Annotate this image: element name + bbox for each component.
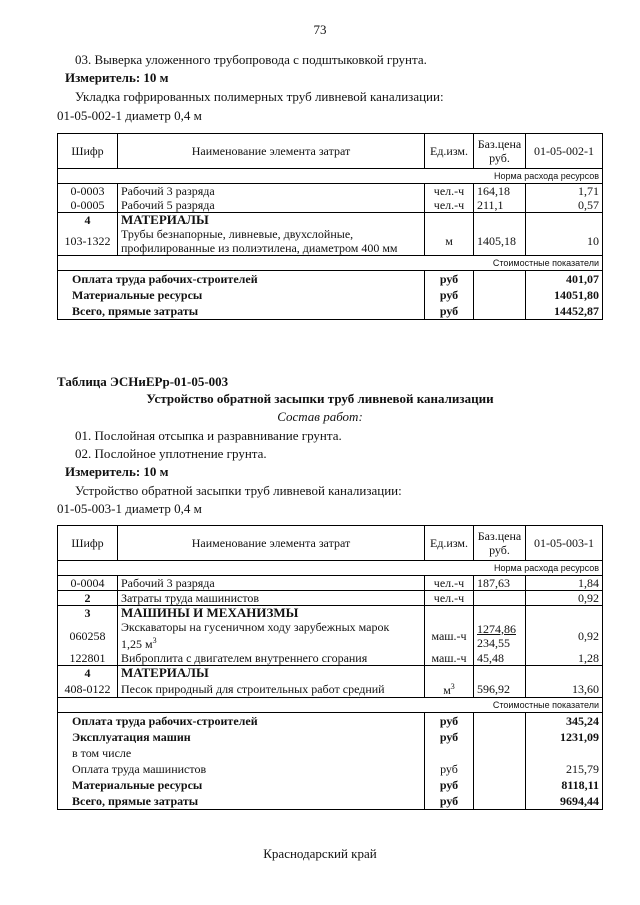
subtotal-row: в том числе xyxy=(58,745,603,761)
total-row: Эксплуатация машин руб 1231,09 xyxy=(58,729,603,745)
measure-unit: Измеритель: 10 м xyxy=(65,70,169,85)
header-name: Наименование элемента затрат xyxy=(118,134,425,169)
cost-label: Стоимостные показатели xyxy=(58,698,603,713)
work-title: Укладка гофрированных полимерных труб ливневой канализации: xyxy=(75,89,444,104)
subtotal-row: Оплата труда машинистов руб 215,79 xyxy=(58,761,603,777)
total-row: Оплата труда рабочих-строителей руб 401,07 xyxy=(58,271,603,288)
header-unit: Ед.изм. xyxy=(425,526,474,561)
code-line: 01-05-003-1 диаметр 0,4 м xyxy=(57,501,202,516)
total-row: Материальные ресурсы руб 14051,80 xyxy=(58,287,603,303)
header-code: Шифр xyxy=(58,526,118,561)
cost-label: Стоимостные показатели xyxy=(58,256,603,271)
cost-table-1 xyxy=(57,133,603,320)
table-row: 0-0005 Рабочий 5 разряда чел.-ч 211,1 0,57 xyxy=(58,198,603,213)
table-row: 2 Затраты труда машинистов чел.-ч 0,92 xyxy=(58,591,603,606)
header-price: Баз.цена руб. xyxy=(474,526,526,561)
total-row: Всего, прямые затраты руб 14452,87 xyxy=(58,303,603,320)
norm-label: Норма расхода ресурсов xyxy=(58,561,603,576)
table-row: 408-0122 Песок природный для строительных работ средний $м^3$ 596,92 13,60 xyxy=(58,680,603,698)
work-item-2: 02. Послойное уплотнение грунта. xyxy=(75,446,267,461)
header-norm-code: 01-05-003-1 xyxy=(526,526,603,561)
code-line: 01-05-002-1 диаметр 0,4 м xyxy=(57,108,202,123)
header-name: Наименование элемента затрат xyxy=(118,526,425,561)
table-row: 0-0004 Рабочий 3 разряда чел.-ч 187,63 1,84 xyxy=(58,576,603,591)
header-code: Шифр xyxy=(58,134,118,169)
group-row: 4 МАТЕРИАЛЫ xyxy=(58,213,603,228)
measure-unit: Измеритель: 10 м xyxy=(65,464,169,479)
work-item-3: 03. Выверка уложенного трубопровода с подштыковкой грунта. xyxy=(75,52,427,67)
total-row: Оплата труда рабочих-строителей руб 345,24 xyxy=(58,713,603,730)
group-row: 4 МАТЕРИАЛЫ xyxy=(58,666,603,681)
work-title: Устройство обратной засыпки труб ливневой канализации: xyxy=(75,483,402,498)
page-number: 73 xyxy=(313,22,327,37)
table-row: 103-1322 Трубы безнапорные, ливневые, двухслойные, профилированные из полиэтилена, диаметром 400 мм м 1405,18 10 xyxy=(58,227,603,256)
composition-label: Состав работ: xyxy=(277,409,363,424)
table-row: 060258 Экскаваторы на гусеничном ходу зарубежных марок 1,25 $м^3$ маш.-ч 1274,86 234,55 0,92 xyxy=(58,620,603,651)
section-heading: Устройство обратной засыпки труб ливневой канализации xyxy=(146,391,494,406)
table-row: 0-0003 Рабочий 3 разряда чел.-ч 164,18 1,71 xyxy=(58,184,603,199)
table-row: 122801 Виброплита с двигателем внутреннего сгорания маш.-ч 45,48 1,28 xyxy=(58,651,603,666)
footer-region: Краснодарский край xyxy=(263,846,377,861)
header-unit: Ед.изм. xyxy=(425,134,474,169)
group-row: 3 МАШИНЫ И МЕХАНИЗМЫ xyxy=(58,606,603,621)
header-norm-code: 01-05-002-1 xyxy=(526,134,603,169)
cost-table-2 xyxy=(57,525,603,810)
total-row: Материальные ресурсы руб 8118,11 xyxy=(58,777,603,793)
work-item-1: 01. Послойная отсыпка и разравнивание грунта. xyxy=(75,428,342,443)
header-price: Баз.цена руб. xyxy=(474,134,526,169)
table-title: Таблица ЭСНиЕРр-01-05-003 xyxy=(57,374,229,389)
norm-label: Норма расхода ресурсов xyxy=(58,169,603,184)
total-row: Всего, прямые затраты руб 9694,44 xyxy=(58,793,603,810)
